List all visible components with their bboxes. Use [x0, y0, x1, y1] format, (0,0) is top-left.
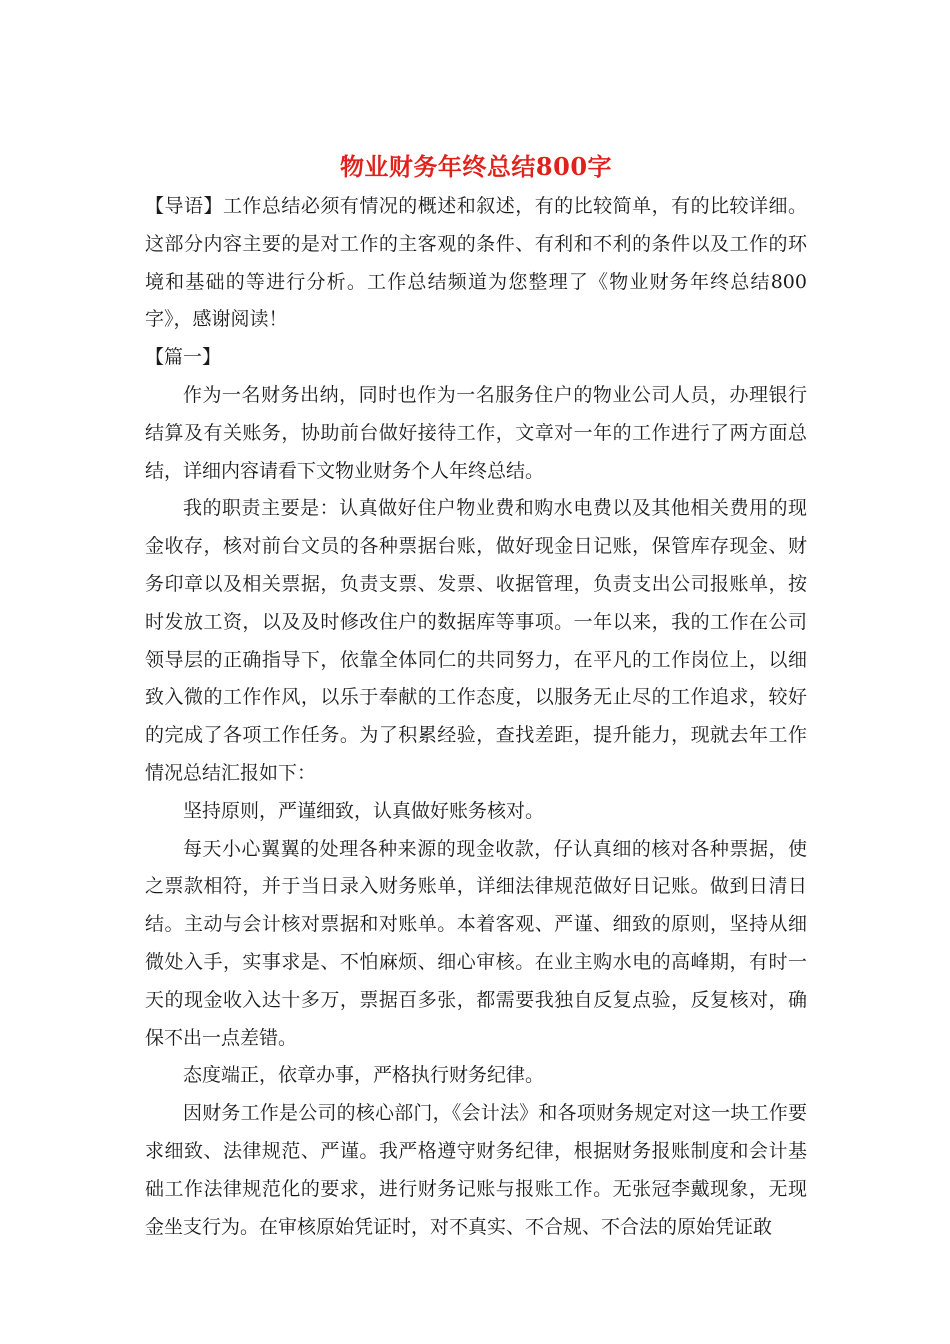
- document-page: [145, 150, 807, 1246]
- body-paragraph: 态度端正，依章办事，严格执行财务纪律。: [183, 1064, 545, 1087]
- body-paragraph: 因财务工作是公司的核心部门，《会计法》和各项财务规定对这一块工作要求细致、法律规范、严谨。我严格遵守财务纪律，根据财务报账制度和会计基础工作法律规范化的要求，进行财务记账与报账工作。无张冠李戴现象，无现金坐支行为。在审核原始凭证时，对不真实、不合规、不合法的原始凭证敢: [145, 1102, 807, 1238]
- body-paragraph: 作为一名财务出纳，同时也作为一名服务住户的物业公司人员，办理银行结算及有关账务，协助前台做好接待工作，文章对一年的工作进行了两方面总结，详细内容请看下文物业财务个人年终总结。: [145, 383, 807, 482]
- section-label: 【篇一】: [145, 346, 222, 369]
- body-paragraph: 每天小心翼翼的处理各种来源的现金收款，仔认真细的核对各种票据，使之票款相符，并于当日录入财务账单，详细法律规范做好日记账。做到日清日结。主动与会计核对票据和对账单。本着客观、严谨、细致的原则，坚持从细微处入手，实事求是、不怕麻烦、细心审核。在业主购水电的高峰期，有时一天的现金收入达十多万，票据百多张，都需要我独自反复点验，反复核对，确保不出一点差错。: [145, 837, 807, 1049]
- intro-paragraph: 【导语】工作总结必须有情况的概述和叙述，有的比较简单，有的比较详细。这部分内容主要的是对工作的主客观的条件、有利和不利的条件以及工作的环境和基础的等进行分析。工作总结频道为您整理了《物业财务年终总结800字》，感谢阅读！: [145, 195, 807, 331]
- document-title: 物业财务年终总结800字: [339, 152, 613, 181]
- body-paragraph: 坚持原则，严谨细致，认真做好账务核对。: [183, 799, 545, 822]
- body-paragraph: 我的职责主要是：认真做好住户物业费和购水电费以及其他相关费用的现金收存，核对前台文员的各种票据台账，做好现金日记账，保管库存现金、财务印章以及相关票据，负责支票、发票、收据管理，负责支出公司报账单，按时发放工资，以及及时修改住户的数据库等事项。一年以来，我的工作在公司领导层的正确指导下，依靠全体同仁的共同努力，在平凡的工作岗位上，以细致入微的工作作风，以乐于奉献的工作态度，以服务无止尽的工作追求，较好的完成了各项工作任务。为了积累经验，查找差距，提升能力，现就去年工作情况总结汇报如下：: [145, 497, 807, 784]
